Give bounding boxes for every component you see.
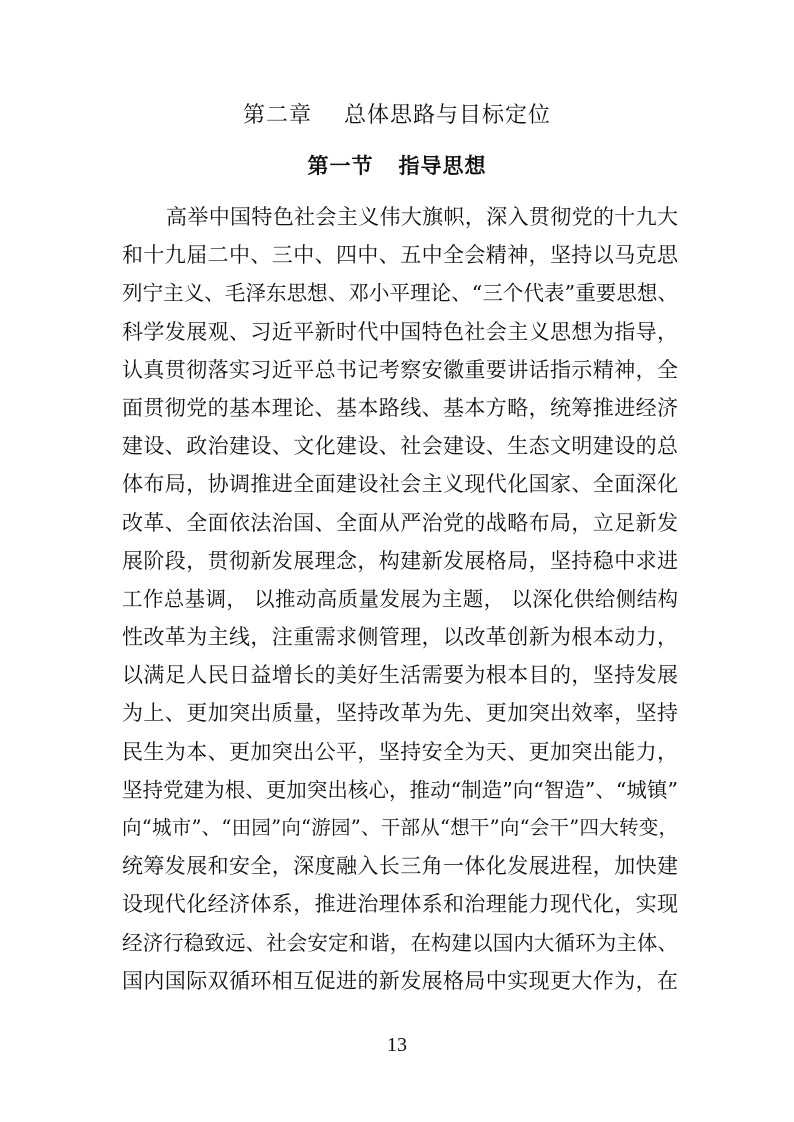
paragraph-line: 设现代化经济体系，推进治理体系和治理能力现代化，实现 bbox=[122, 892, 678, 917]
paragraph-line: 统筹发展和安全，深度融入长三角一体化发展进程，加快建 bbox=[122, 854, 678, 879]
paragraph-line: 向“城市”、“田园”向“游园”、干部从“想干”向“会干”四大转变， bbox=[122, 816, 678, 839]
paragraph-line: 和十九届二中、三中、四中、五中全会精神，坚持以马克思 bbox=[122, 243, 678, 268]
paragraph-line: 性改革为主线，注重需求侧管理，以改革创新为根本动力， bbox=[122, 625, 678, 650]
paragraph-line: 以满足人民日益增长的美好生活需要为根本目的，坚持发展 bbox=[122, 663, 678, 688]
paragraph-line: 体布局，协调推进全面建设社会主义现代化国家、全面深化 bbox=[122, 472, 678, 497]
paragraph-line: 高举中国特色社会主义伟大旗帜，深入贯彻党的十九大 bbox=[166, 205, 678, 229]
paragraph-line: 建设、政治建设、文化建设、社会建设、生态文明建设的总 bbox=[122, 434, 678, 459]
paragraph-line: 工作总基调， 以推动高质量发展为主题， 以深化供给侧结构 bbox=[122, 586, 678, 611]
paragraph-line: 展阶段，贯彻新发展理念，构建新发展格局，坚持稳中求进 bbox=[122, 548, 678, 573]
chapter-title: 第二章 总体思路与目标定位 bbox=[243, 103, 551, 128]
paragraph-line: 列宁主义、毛泽东思想、邓小平理论、“三个代表”重要思想、 bbox=[122, 281, 678, 306]
paragraph-line: 为上、更加突出质量，坚持改革为先、更加突出效率，坚持 bbox=[122, 701, 678, 726]
body-paragraph bbox=[122, 198, 678, 1000]
section-title: 第一节 指导思想 bbox=[307, 154, 487, 178]
paragraph-line: 国内国际双循环相互促进的新发展格局中实现更大作为，在 bbox=[122, 968, 678, 993]
paragraph-line: 坚持党建为根、更加突出核心，推动“制造”向“智造”、“城镇” bbox=[122, 777, 678, 802]
paragraph-line: 改革、全面依法治国、全面从严治党的战略布局，立足新发 bbox=[122, 510, 678, 535]
paragraph-line: 科学发展观、习近平新时代中国特色社会主义思想为指导， bbox=[122, 319, 678, 344]
paragraph-line: 经济行稳致远、社会安定和谐，在构建以国内大循环为主体、 bbox=[122, 930, 678, 955]
paragraph-line: 民生为本、更加突出公平，坚持安全为天、更加突出能力， bbox=[122, 739, 678, 764]
page-number: 13 bbox=[387, 1034, 407, 1056]
paragraph-line: 认真贯彻落实习近平总书记考察安徽重要讲话指示精神，全 bbox=[122, 357, 678, 382]
paragraph-line: 面贯彻党的基本理论、基本路线、基本方略，统筹推进经济 bbox=[122, 395, 678, 420]
